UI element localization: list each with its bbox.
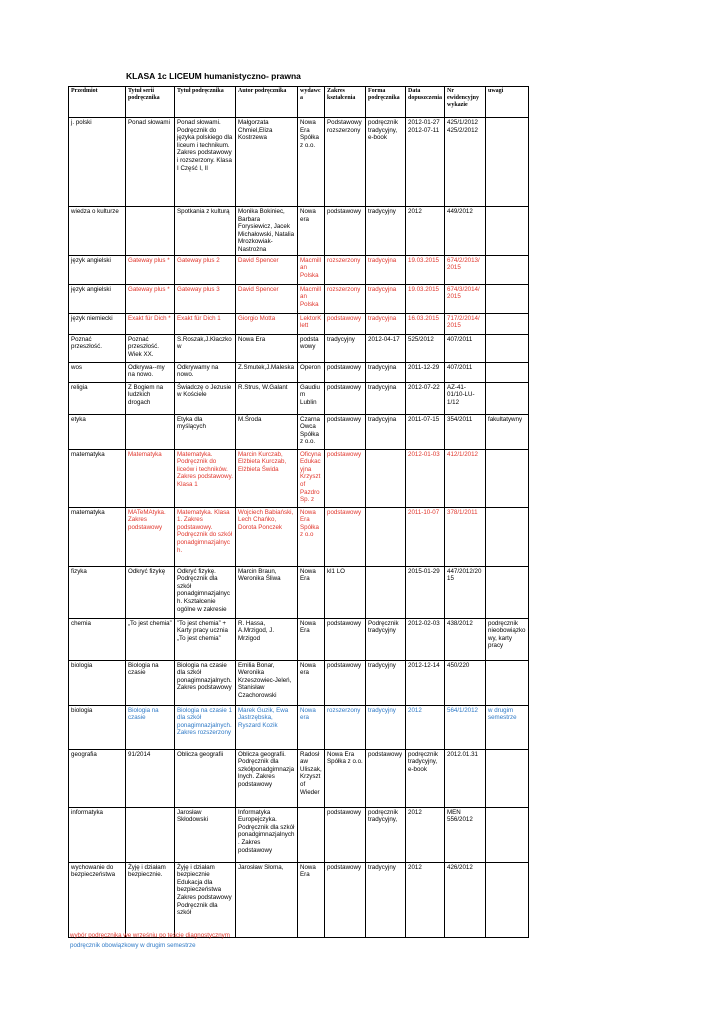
table-cell: rozszerzony	[325, 284, 366, 313]
table-cell: Macmillan Polska	[298, 255, 325, 284]
table-cell	[486, 313, 529, 334]
table-cell: 426/2012	[445, 862, 486, 937]
table-cell: 2012-07-22	[406, 382, 445, 414]
table-cell: matematyka	[69, 449, 126, 507]
table-cell: j. polski	[69, 118, 126, 207]
table-cell: Poznać przeszłość. Wiek XX.	[126, 334, 175, 362]
table-cell: Radosław Uliszak, Krzysztof Wieder	[298, 749, 325, 807]
table-cell: biologia	[69, 660, 126, 705]
table-cell: 438/2012	[445, 618, 486, 660]
table-cell: Oblicza geografii	[175, 749, 236, 807]
table-cell: Marcin Braun, Weronika Śliwa	[236, 566, 298, 618]
table-row	[69, 660, 529, 705]
table-row	[69, 334, 529, 362]
table-cell: 2012-04-17	[366, 334, 406, 362]
table-cell: podstawowy	[325, 660, 366, 705]
table-cell: Matematyka	[126, 449, 175, 507]
table-cell	[486, 255, 529, 284]
table-cell: podręcznik nieobowiązkowy, karty pracy	[486, 618, 529, 660]
header-cell: Zakres kształcenia	[325, 87, 366, 118]
table-cell: 2012	[406, 862, 445, 937]
table-cell: 2011-07-15	[406, 414, 445, 449]
table-cell: Odkryć fizykę	[126, 566, 175, 618]
table-cell: biologia	[69, 705, 126, 749]
header-cell: Tytuł serii podręcznika	[126, 87, 175, 118]
table-cell: Informatyka Europejczyka. Podręcznik dla szkół ponadgimnazjalnych. Zakres podstawowy	[236, 807, 298, 862]
table-cell	[486, 118, 529, 207]
table-cell: wos	[69, 362, 126, 382]
table-cell: rozszerzony	[325, 255, 366, 284]
table-cell: matematyka	[69, 507, 126, 566]
table-cell: tradycyjna	[366, 362, 406, 382]
table-cell: Nowa Era	[298, 862, 325, 937]
table-cell	[486, 862, 529, 937]
header-cell: Forma podręcznika	[366, 87, 406, 118]
table-row	[69, 414, 529, 449]
table-cell: 354/2011	[445, 414, 486, 449]
table-cell: podstawowy	[325, 862, 366, 937]
table-cell: tradycyjny	[366, 660, 406, 705]
table-cell: Oficyna Edukacyjna Krzysztof Pazdro Sp. z	[298, 449, 325, 507]
header-row	[69, 87, 529, 118]
table-cell: Nowa era	[298, 660, 325, 705]
table-cell	[486, 449, 529, 507]
table-row	[69, 807, 529, 862]
table-cell: tradycyjna	[366, 382, 406, 414]
table-cell: 2011-12-29	[406, 362, 445, 382]
table-row	[69, 749, 529, 807]
table-cell	[486, 566, 529, 618]
table-cell: wychowanie do bezpieczeństwa	[69, 862, 126, 937]
table-cell: Jarosław Skłodowski	[175, 807, 236, 862]
table-cell: podstawowy	[298, 334, 325, 362]
table-cell: 564/1/2012	[445, 705, 486, 749]
table-cell: 2011-10-07	[406, 507, 445, 566]
table-cell: Etyka dla myślących	[175, 414, 236, 449]
header-cell: Nr ewidencyjny wykazie	[445, 87, 486, 118]
table-cell: Nowa Era Spółka z o.o.	[298, 118, 325, 207]
table-row	[69, 255, 529, 284]
header-cell: Tytuł podręcznika	[175, 87, 236, 118]
table-cell: Matematyka. Klasa 1. Zakres podstawowy. Podręcznik do szkół ponadgimnazjalnych.	[175, 507, 236, 566]
table-cell: 425/1/2012 425/2/2012	[445, 118, 486, 207]
table-row	[69, 507, 529, 566]
table-cell: Oblicza geografii. Podręcznik dla szkółponadgimnazjalnych. Zakres podstawowy	[236, 749, 298, 807]
table-cell: ”To jest chemia” + Karty pracy ucznia „To jest chemia”	[175, 618, 236, 660]
table-cell	[366, 507, 406, 566]
table-cell: tradycyjny	[366, 862, 406, 937]
table-cell: Giorgio Motta	[236, 313, 298, 334]
table-row	[69, 566, 529, 618]
table-cell: Macmillan Polska	[298, 284, 325, 313]
table-cell: tradycyjna	[366, 255, 406, 284]
table-cell: rozszerzony	[325, 705, 366, 749]
table-cell: podstawowy	[325, 414, 366, 449]
table-cell	[366, 566, 406, 618]
table-cell: Żyję i działam bezpiecznie Edukacja dla bezpieczeństwa Zakres podstawowy Podręcznik dla szkół	[175, 862, 236, 937]
table-cell: David Spencer	[236, 255, 298, 284]
table-cell: 407/2011	[445, 334, 486, 362]
table-row	[69, 449, 529, 507]
table-cell: język angielski	[69, 255, 126, 284]
table-cell: Marcin Kurczab, Elżbieta Kurczab, Elżbieta Świda	[236, 449, 298, 507]
textbook-table	[68, 86, 529, 938]
table-cell: Gateway plus *	[126, 255, 175, 284]
table-cell: w drugim semestrze	[486, 705, 529, 749]
table-cell: język angielski	[69, 284, 126, 313]
table-cell: Jarosław Słoma,	[236, 862, 298, 937]
table-cell: tradycyjny	[325, 334, 366, 362]
table-cell: 674/3/2014/2015	[445, 284, 486, 313]
table-cell: David Spencer	[236, 284, 298, 313]
table-cell: Nowa Era	[298, 618, 325, 660]
table-row	[69, 118, 529, 207]
table-cell: 19.03.2015	[406, 284, 445, 313]
table-row	[69, 618, 529, 660]
note-blue: podręcznik obowiązkowy w drugim semestrze	[70, 941, 196, 949]
table-cell: geografia	[69, 749, 126, 807]
table-cell: Exakt für Dich *	[126, 313, 175, 334]
table-cell: Marek Guzik, Ewa Jastrzębska, Ryszard Kozik	[236, 705, 298, 749]
table-cell: tradycyjny	[366, 705, 406, 749]
header-cell: Autor podręcznika	[236, 87, 298, 118]
table-cell: 447/2012/2015	[445, 566, 486, 618]
table-cell: Spotkania z kulturą	[175, 207, 236, 256]
table-cell: Monika Bokiniec, Barbara Forysiewicz, Jacek Michałowski, Natalia Mrozkowiak-Nastrożna	[236, 207, 298, 256]
table-row	[69, 207, 529, 256]
table-cell: Gateway plus 3	[175, 284, 236, 313]
table-cell: 412/1/2012	[445, 449, 486, 507]
table-cell: język niemiecki	[69, 313, 126, 334]
table-cell: Nowa era	[298, 207, 325, 256]
table-cell: „To jest chemia”	[126, 618, 175, 660]
header-cell: Przedmiot	[69, 87, 126, 118]
table-cell: Podręcznik tradycyjny	[366, 618, 406, 660]
table-cell: Podstawowy rozszerzony	[325, 118, 366, 207]
table-row	[69, 705, 529, 749]
document-title: KLASA 1c LICEUM humanistyczno- prawna	[126, 71, 301, 81]
table-cell	[486, 207, 529, 256]
table-cell: 449/2012	[445, 207, 486, 256]
table-cell: Nowa Era Spółka z o.o	[298, 507, 325, 566]
table-cell: Nowa Era	[236, 334, 298, 362]
table-row	[69, 362, 529, 382]
table-cell: kl1 LO	[325, 566, 366, 618]
table-cell: Gateway plus 2	[175, 255, 236, 284]
table-cell: fizyka	[69, 566, 126, 618]
table-cell	[126, 207, 175, 256]
table-cell: Exakt für Dich 1	[175, 313, 236, 334]
table-cell: Ponad słowami. Podręcznik do języka polskiego dla liceum i technikum. Zakres podstawowy i rozszerzony. Klasa I Część I, II	[175, 118, 236, 207]
table-cell: podręcznik tradycyjny, e-book	[366, 118, 406, 207]
table-cell: tradycyjna	[366, 284, 406, 313]
table-cell: 2012-01-03	[406, 449, 445, 507]
table-cell: tradycyjny	[366, 207, 406, 256]
legend-notes	[70, 931, 230, 950]
table-cell: Świadczę o Jezusie w Kościele	[175, 382, 236, 414]
table-cell: 16.03.2015	[406, 313, 445, 334]
table-cell: S.Roszak,J.Kłaczkow	[175, 334, 236, 362]
table-cell: Małgorzata Chmiel,Eliza Kostrzewa	[236, 118, 298, 207]
table-cell	[486, 284, 529, 313]
table-cell: podstawowy	[325, 362, 366, 382]
table-cell: Matematyka. Podręcznik do liceów i techników. Zakres podstawowy. Klasa 1	[175, 449, 236, 507]
table-cell: podstawowy	[325, 449, 366, 507]
table-cell: Gateway plus *	[126, 284, 175, 313]
table-cell: Żyję i działam bezpiecznie.	[126, 862, 175, 937]
table-cell: Odkrywa--my na nowo.	[126, 362, 175, 382]
table-cell: podstawowy	[366, 749, 406, 807]
table-cell	[298, 807, 325, 862]
table-cell: R. Hassa, A.Mrzigod, J. Mrzigod	[236, 618, 298, 660]
table-cell: Z Bogiem na ludzkich drogach	[126, 382, 175, 414]
note-red: wybór podręcznika we wrześniu po teście diagnostycznym	[70, 932, 230, 939]
table-cell: 407/2011	[445, 362, 486, 382]
table-cell	[486, 807, 529, 862]
table-cell: 525/2012	[406, 334, 445, 362]
table-row	[69, 284, 529, 313]
table-cell: 674/2/2013/2015	[445, 255, 486, 284]
table-cell: Biologia na czasie 1 dla szkół ponagimnazjalnych. Zakres rozszerzony	[175, 705, 236, 749]
table-cell	[486, 507, 529, 566]
table-row	[69, 862, 529, 937]
table-cell: M.Środa	[236, 414, 298, 449]
table-cell	[486, 382, 529, 414]
table-cell: podręcznik tradycyjny, e-book	[406, 749, 445, 807]
table-cell: Ponad słowami	[126, 118, 175, 207]
header-cell: Data dopuszczenia	[406, 87, 445, 118]
header-cell: wydawca	[298, 87, 325, 118]
table-cell: Czarna Owca Spółka z o.o.	[298, 414, 325, 449]
table-cell: podstawowy	[325, 507, 366, 566]
table-cell: religia	[69, 382, 126, 414]
table-cell: Biologia na czasie dla szkół ponagimnazjalnych. Zakres podstawowy	[175, 660, 236, 705]
table-cell: tradycyjna	[366, 414, 406, 449]
table-cell: Gaudium Lublin	[298, 382, 325, 414]
table-cell: 2012-01-27 2012-07-11	[406, 118, 445, 207]
table-cell: Operon	[298, 362, 325, 382]
table-cell: 91/2014	[126, 749, 175, 807]
table-body	[69, 118, 529, 938]
table-cell	[486, 362, 529, 382]
table-cell	[366, 449, 406, 507]
table-cell	[126, 414, 175, 449]
table-cell: 2012-02-03	[406, 618, 445, 660]
table-cell	[126, 807, 175, 862]
table-cell: Emilia Bonar, Weronika Krzeszowiec-Jeleń, Stanisław Czachorowski	[236, 660, 298, 705]
table-cell: Nowa era	[298, 705, 325, 749]
table-cell: R.Strus, W.Galant	[236, 382, 298, 414]
table-cell: tradycyjna	[366, 313, 406, 334]
table-cell: 2012	[406, 207, 445, 256]
table-cell: podręcznik tradycyjny,	[366, 807, 406, 862]
table-cell: Wojciech Babiański, Lech Chańko, Dorota Ponczek	[236, 507, 298, 566]
table-cell: Nowa Era Spółka z o.o.	[325, 749, 366, 807]
table-cell: Odkrywamy na nowo.	[175, 362, 236, 382]
header-cell: uwagi	[486, 87, 529, 118]
table-cell: Nowa Era	[298, 566, 325, 618]
table-cell: Poznać przeszłość.	[69, 334, 126, 362]
table-cell: Biologia na czasie	[126, 660, 175, 705]
table-cell: 2012-12-14	[406, 660, 445, 705]
table-cell: 717/2/2014/2015	[445, 313, 486, 334]
table-cell: chemia	[69, 618, 126, 660]
table-cell: 450/220	[445, 660, 486, 705]
table-row	[69, 382, 529, 414]
table-cell: wiedza o kulturze	[69, 207, 126, 256]
table-cell	[486, 334, 529, 362]
table-cell: podstawowy	[325, 207, 366, 256]
table-cell: AZ-41-01/10-LU-1/12	[445, 382, 486, 414]
table-cell: fakultatywny	[486, 414, 529, 449]
table-cell	[486, 660, 529, 705]
table-cell: 2012.01.31	[445, 749, 486, 807]
table-cell: informatyka	[69, 807, 126, 862]
table-cell: LektorKlett	[298, 313, 325, 334]
table-cell: podstawowy	[325, 618, 366, 660]
table-cell: MEN 556/2012	[445, 807, 486, 862]
table-cell: 378/1/2011	[445, 507, 486, 566]
table-cell: 2012	[406, 705, 445, 749]
table-cell: Odkryć fizykę. Podręcznik dla szkół ponadgimnazjalnych. Kształcenie ogólne w zakresie	[175, 566, 236, 618]
table-cell: podstawowy	[325, 807, 366, 862]
table-row	[69, 313, 529, 334]
table-cell: podstawowy	[325, 382, 366, 414]
table-cell: podstawowy	[325, 313, 366, 334]
table-cell: MATeMAtyka. Zakres podstawowy	[126, 507, 175, 566]
table-cell: Z.Smutek,J.Maleska	[236, 362, 298, 382]
table-cell: Biologia na czasie	[126, 705, 175, 749]
table-cell: 2012	[406, 807, 445, 862]
table-cell: etyka	[69, 414, 126, 449]
table-cell	[486, 749, 529, 807]
table-cell: 19.03.2015	[406, 255, 445, 284]
table-cell: 2015-01-29	[406, 566, 445, 618]
